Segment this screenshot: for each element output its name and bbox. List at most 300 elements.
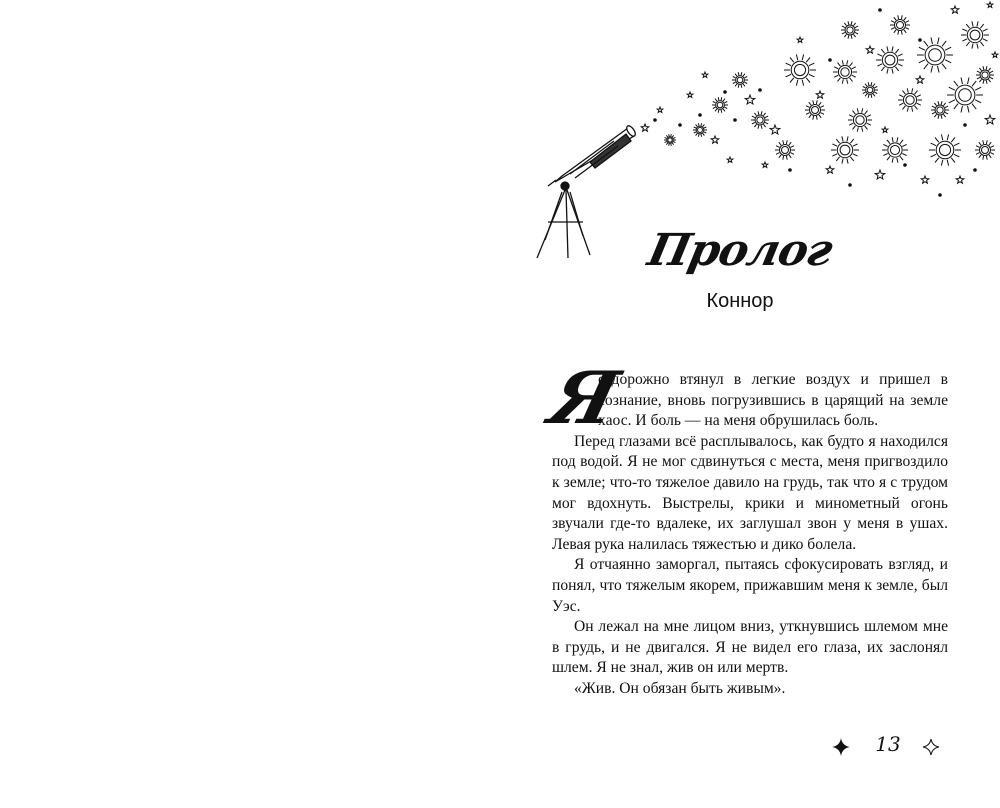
sun-core (717, 102, 723, 108)
sun-ray (902, 144, 906, 146)
sun-ray (752, 116, 755, 118)
sun-ray (725, 102, 728, 103)
sun-ray (975, 87, 981, 90)
sun-ray (865, 111, 868, 115)
star-icon (711, 136, 719, 143)
sun-ray (855, 26, 858, 28)
sun-ray (816, 116, 817, 120)
sun-ray (838, 78, 841, 82)
sun-ray (897, 137, 898, 142)
sun-ray (672, 135, 673, 137)
sun-ray (954, 143, 960, 146)
sun-ray (917, 103, 921, 105)
sun-ray (931, 38, 933, 45)
sun-ray (991, 153, 994, 155)
sun-ray (806, 106, 809, 108)
sun-ray (919, 60, 925, 63)
sun-ray (894, 17, 896, 20)
sun-ray (665, 142, 667, 143)
sun-ray (881, 49, 884, 53)
sun-core (982, 72, 988, 78)
sun-ray (979, 68, 981, 71)
body-text (542, 355, 948, 700)
sun-ray (877, 64, 882, 66)
sun-ray (990, 77, 993, 79)
sun-ray (834, 67, 838, 69)
sun-ray (986, 66, 987, 69)
sun-ray (698, 123, 699, 126)
sun-ray (941, 160, 942, 166)
sun-ray (791, 153, 794, 155)
sun-ray (721, 110, 722, 113)
sun-ray (761, 125, 762, 128)
star-icon (985, 115, 995, 124)
sun-ray (883, 154, 887, 156)
sun-ray (983, 80, 984, 83)
paragraph: Я отчаянно заморгал, пытаясь сфокусировать взгляд, и понял, что тяжелым якорем, прижавшим меня к земле, был Уэс. (552, 556, 948, 615)
sun-ray (743, 84, 745, 86)
sun-ray (945, 112, 948, 114)
sun-ray (842, 60, 843, 64)
dot (759, 89, 762, 92)
sun-ray (941, 134, 942, 140)
sun-ray (945, 60, 951, 63)
sun-ray (789, 142, 791, 145)
sun-ray (776, 146, 779, 148)
sun-ray (972, 81, 976, 86)
dot (904, 164, 907, 167)
sun-ray (842, 32, 845, 34)
sun-ray (976, 146, 979, 148)
sun-ray (694, 132, 696, 133)
sun-ray (855, 32, 858, 34)
sun-ray (949, 87, 955, 90)
sun-ray (944, 103, 946, 106)
sun-ray (789, 155, 791, 158)
sun-ray (821, 106, 824, 108)
sun-ray (832, 154, 837, 156)
sun-ray (904, 17, 906, 20)
sun-ray (806, 58, 810, 63)
sun-ray (764, 124, 766, 127)
sun-ray (975, 100, 981, 103)
sun-ray (718, 97, 719, 100)
sun-ray (715, 109, 717, 111)
sun-ray (986, 156, 987, 160)
sun-ray (704, 127, 706, 128)
star-icon (687, 92, 693, 97)
sun-ray (854, 34, 856, 37)
sun-ray (892, 137, 893, 142)
sun-ray (865, 126, 868, 130)
sun-ray (894, 30, 896, 33)
star-icon (770, 125, 780, 134)
sun-ray (809, 115, 811, 118)
sun-ray (701, 134, 702, 137)
sun-ray (951, 158, 955, 163)
sun-ray (954, 81, 958, 86)
star-icon (727, 157, 733, 162)
sun-ray (892, 69, 893, 74)
page-footer (832, 732, 942, 762)
sun-ray (961, 78, 963, 85)
sun-ray (786, 74, 792, 77)
dot (849, 184, 852, 187)
sun-ray (713, 107, 716, 108)
sun-core (847, 27, 853, 33)
sun-ray (764, 113, 766, 116)
sun-ray (779, 155, 781, 158)
sun-ray (666, 135, 667, 137)
sun-ray (761, 111, 762, 114)
sun-ray (915, 91, 918, 95)
sun-ray (852, 75, 856, 77)
sun-ray (779, 142, 781, 145)
sun-ray (838, 63, 841, 67)
sun-ray (932, 112, 935, 114)
sun-ray (941, 101, 942, 104)
sun-ray (851, 35, 852, 38)
sun-ray (966, 42, 969, 46)
sun-ray (857, 108, 858, 112)
dot (679, 124, 682, 127)
sun-ray (867, 115, 871, 117)
sun-ray (989, 68, 991, 71)
star-icon (916, 76, 924, 83)
drop-cap: Я (542, 355, 627, 440)
sun-ray (672, 143, 673, 145)
sun-core (906, 96, 914, 104)
sun-ray (898, 31, 899, 35)
sun-ray (935, 138, 939, 143)
sun-ray (850, 63, 853, 67)
sun-ray (696, 125, 698, 127)
sun-ray (989, 142, 991, 145)
sun-ray (934, 114, 936, 117)
sun-core (959, 89, 972, 102)
sun-core (939, 144, 950, 155)
sun-ray (842, 79, 843, 83)
sun-ray (806, 78, 810, 83)
sun-ray (938, 115, 939, 118)
sun-ray (867, 123, 871, 125)
sun-ray (666, 143, 667, 145)
sun-ray (733, 77, 736, 78)
sun-ray (898, 54, 903, 56)
sun-ray (875, 87, 878, 88)
sun-ray (901, 31, 902, 35)
sun-ray (694, 127, 696, 128)
sun-ray (836, 139, 839, 143)
sun-ray (924, 64, 928, 69)
sun-ray (703, 133, 705, 135)
sun-ray (738, 85, 739, 88)
sun-ray (735, 74, 737, 76)
sun-ray (849, 115, 853, 117)
chapter-subtitle: Коннор (706, 290, 774, 312)
sun-icon (955, 85, 975, 105)
sun-ray (919, 47, 925, 50)
sun-ray (951, 138, 955, 143)
sun-ray (887, 46, 888, 51)
sun-ray (932, 106, 935, 108)
sun-ray (954, 154, 960, 157)
sun-ray (738, 72, 739, 75)
sun-ray (980, 24, 983, 28)
sun-ray (868, 82, 869, 85)
sun-ray (671, 134, 672, 136)
sun-ray (941, 115, 942, 118)
sun-ray (875, 92, 878, 93)
sun-ray (938, 101, 939, 104)
sun-ray (865, 84, 867, 86)
dot (829, 59, 832, 62)
sun-ray (892, 46, 893, 51)
star-icon (992, 52, 998, 57)
sun-ray (809, 74, 815, 77)
sun-ray (862, 127, 863, 131)
sun-ray (979, 155, 981, 158)
dot (964, 124, 967, 127)
sun-ray (899, 95, 903, 97)
sun-ray (871, 95, 872, 98)
sun-ray (972, 21, 973, 26)
sun-ray (945, 47, 951, 50)
sun-ray (718, 110, 719, 113)
sun-ray (947, 160, 948, 166)
sun-ray (907, 107, 908, 111)
sun-ray (906, 21, 909, 23)
sun-ray (976, 153, 979, 155)
sun-ray (853, 126, 856, 130)
sun-ray (931, 154, 937, 157)
sun-ray (786, 140, 787, 144)
sun-ray (986, 140, 987, 144)
sun-ray (907, 88, 908, 92)
star-icon (951, 6, 959, 13)
sun-icon (925, 45, 945, 65)
sun-ray (819, 115, 821, 118)
sun-ray (673, 142, 675, 143)
sun-ray (754, 113, 756, 116)
sun-ray (900, 140, 903, 144)
sun-ray (715, 99, 717, 101)
star-icon (875, 170, 885, 179)
sun-ray (895, 49, 898, 53)
sun-ray (912, 107, 913, 111)
sun-ray (931, 143, 937, 146)
sun-icon (936, 141, 954, 159)
sun-ray (877, 54, 882, 56)
sun-ray (991, 146, 994, 148)
star-icon (866, 46, 874, 53)
star-icon (641, 124, 649, 131)
sun-ray (836, 157, 839, 161)
sun-ray (723, 109, 725, 111)
sun-ray (938, 66, 940, 73)
dot (734, 119, 737, 122)
sun-ray (832, 144, 837, 146)
sun-core (668, 138, 672, 142)
sun-ray (809, 63, 815, 66)
star-icon (657, 107, 663, 112)
star-icon (797, 37, 803, 42)
sun-ray (873, 84, 875, 86)
sun-ray (733, 82, 736, 83)
sun-ray (912, 88, 913, 92)
sun-core (897, 22, 904, 29)
sun-ray (743, 74, 745, 76)
sun-ray (850, 139, 853, 143)
sun-ray (853, 154, 858, 156)
sun-ray (806, 113, 809, 115)
paragraph: «Жив. Он обязан быть живым». (574, 679, 786, 697)
sun-core (794, 64, 805, 75)
sun-ray (696, 133, 698, 135)
sun-ray (972, 104, 976, 109)
sun-ray (816, 100, 817, 104)
telescope-icon (537, 124, 637, 258)
sun-ray (735, 84, 737, 86)
sun-ray (906, 28, 909, 30)
sun-ray (791, 146, 794, 148)
sun-ray (821, 113, 824, 115)
sun-ray (900, 156, 903, 160)
star-icon (956, 176, 964, 183)
sun-ray (897, 158, 898, 163)
sun-ray (671, 144, 672, 146)
sun-ray (853, 144, 858, 146)
sun-ray (745, 77, 748, 78)
sun-ray (786, 156, 787, 160)
sun-core (885, 55, 895, 65)
sun-ray (977, 21, 978, 26)
sun-ray (891, 28, 894, 30)
sun-core (867, 87, 873, 93)
sun-ray (895, 67, 898, 71)
sun-ray (847, 159, 848, 164)
sun-ray (977, 77, 980, 79)
sun-ray (891, 21, 894, 23)
star-icon (816, 91, 824, 98)
sun-ray (944, 114, 946, 117)
sun-ray (848, 35, 849, 38)
sun-ray (892, 158, 893, 163)
sun-ray (786, 63, 792, 66)
sun-ray (980, 42, 983, 46)
sun-icon (791, 61, 809, 79)
sun-ray (887, 156, 890, 160)
sun-ray (796, 80, 797, 86)
sun-ray (938, 38, 940, 45)
star-icon (745, 95, 755, 104)
sun-ray (887, 140, 890, 144)
sun-ray (881, 67, 884, 71)
sun-ray (813, 100, 814, 104)
sun-ray (713, 102, 716, 103)
sun-ray (935, 158, 939, 163)
sun-ray (899, 103, 903, 105)
dot (699, 114, 702, 117)
sun-ray (901, 15, 902, 19)
sun-ray (701, 123, 702, 126)
sun-ray (887, 69, 888, 74)
sun-ray (844, 23, 846, 26)
sun-ray (972, 44, 973, 49)
sun-ray (873, 94, 875, 96)
dot (939, 194, 942, 197)
sun-ray (752, 122, 755, 124)
star-icon (826, 166, 834, 173)
filled-star-icon (832, 738, 850, 756)
star-icon (762, 162, 768, 167)
paragraph: Перед глазами всё расплывалось, как будто я находился под водой. Я не мог сдвинуться с места, меня пригвоздило к земле; что-то тяжелое давило на грудь, так что я с трудом мог вдохнуть. Выстрелы, крики и минометный огонь звучали где-то вдалеке, их заглушал звон у меня в ушах. Левая рука налилась тяжестью и дико болела. (552, 432, 948, 553)
sun-ray (813, 116, 814, 120)
sun-ray (904, 30, 906, 33)
sun-ray (902, 154, 906, 156)
sun-ray (983, 140, 984, 144)
sun-ray (802, 54, 803, 60)
sun-core (737, 77, 743, 83)
sun-ray (783, 140, 784, 144)
sun-core (970, 30, 980, 40)
sun-ray (669, 134, 670, 136)
dot (789, 169, 792, 172)
outline-star-icon (922, 738, 940, 756)
sun-ray (871, 82, 872, 85)
sun-ray (983, 156, 984, 160)
sun-ray (968, 106, 970, 113)
sun-ray (954, 104, 958, 109)
sun-ray (745, 82, 748, 83)
sun-ray (942, 41, 946, 46)
sun-core (890, 145, 899, 154)
sun-ray (847, 60, 848, 64)
sun-ray (847, 136, 848, 141)
sun-ray (903, 106, 906, 110)
sun-ray (849, 123, 853, 125)
sun-ray (962, 39, 967, 41)
sun-ray (842, 159, 843, 164)
sun-ray (723, 99, 725, 101)
sun-ray (868, 95, 869, 98)
sun-ray (865, 94, 867, 96)
sun-ray (852, 67, 856, 69)
sun-ray (796, 54, 797, 60)
sun-ray (863, 87, 866, 88)
sun-ray (783, 156, 784, 160)
sun-ray (842, 136, 843, 141)
dot (919, 39, 922, 42)
sun-ray (983, 29, 988, 31)
sun-ray (883, 144, 887, 146)
sun-ray (758, 111, 759, 114)
sun-ray (754, 124, 756, 127)
sun-core (698, 128, 703, 133)
dot (974, 169, 977, 172)
sun-ray (704, 132, 706, 133)
sun-ray (990, 71, 993, 73)
sun-core (937, 107, 943, 113)
sun-ray (898, 15, 899, 19)
sun-ray (721, 97, 722, 100)
sun-ray (673, 137, 675, 138)
sun-ray (903, 91, 906, 95)
sun-ray (945, 106, 948, 108)
sun-ray (947, 134, 948, 140)
sun-ray (854, 23, 856, 26)
dot (724, 91, 727, 94)
